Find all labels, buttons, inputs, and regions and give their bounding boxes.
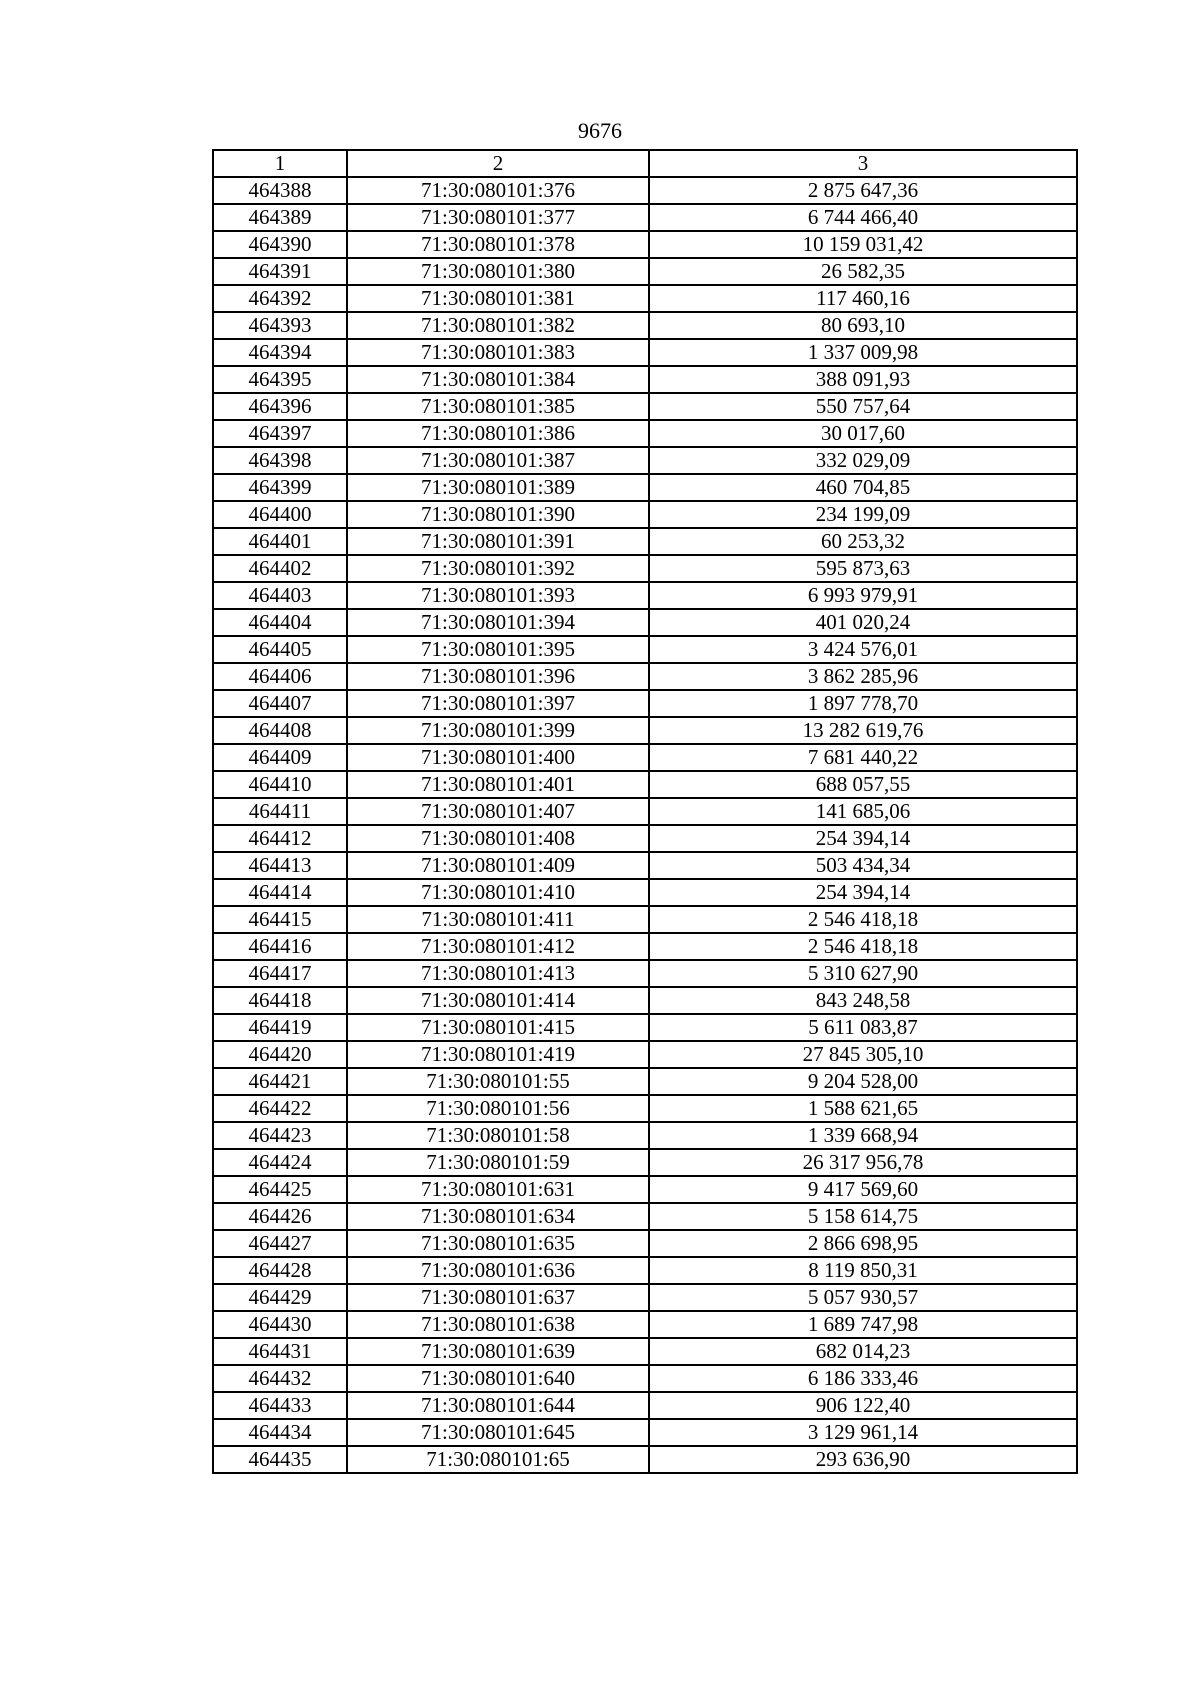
record-number-cell: 464388: [213, 177, 347, 204]
value-cell: 595 873,63: [649, 555, 1077, 582]
table-row: [213, 744, 1077, 771]
table-body: [213, 177, 1077, 1473]
table-row: [213, 933, 1077, 960]
cadastral-number-cell: 71:30:080101:377: [347, 204, 649, 231]
table-row: [213, 1203, 1077, 1230]
value-cell: 460 704,85: [649, 474, 1077, 501]
table-row: [213, 798, 1077, 825]
cadastral-number-cell: 71:30:080101:407: [347, 798, 649, 825]
value-cell: 10 159 031,42: [649, 231, 1077, 258]
cadastral-number-cell: 71:30:080101:639: [347, 1338, 649, 1365]
table-row: [213, 636, 1077, 663]
cadastral-number-cell: 71:30:080101:383: [347, 339, 649, 366]
record-number-cell: 464416: [213, 933, 347, 960]
table-row: [213, 582, 1077, 609]
table-row: [213, 177, 1077, 204]
table-row: [213, 960, 1077, 987]
value-cell: 2 546 418,18: [649, 906, 1077, 933]
record-number-cell: 464431: [213, 1338, 347, 1365]
record-number-cell: 464400: [213, 501, 347, 528]
value-cell: 688 057,55: [649, 771, 1077, 798]
value-cell: 388 091,93: [649, 366, 1077, 393]
record-number-cell: 464424: [213, 1149, 347, 1176]
record-number-cell: 464426: [213, 1203, 347, 1230]
column-header-3: 3: [649, 150, 1077, 177]
value-cell: 9 417 569,60: [649, 1176, 1077, 1203]
cadastral-number-cell: 71:30:080101:644: [347, 1392, 649, 1419]
table-row: [213, 1338, 1077, 1365]
table-row: [213, 1257, 1077, 1284]
value-cell: 503 434,34: [649, 852, 1077, 879]
value-cell: 550 757,64: [649, 393, 1077, 420]
cadastral-number-cell: 71:30:080101:378: [347, 231, 649, 258]
table-row: [213, 1392, 1077, 1419]
record-number-cell: 464433: [213, 1392, 347, 1419]
table-row: [213, 447, 1077, 474]
table-row: [213, 258, 1077, 285]
column-header-1: 1: [213, 150, 347, 177]
cadastral-number-cell: 71:30:080101:409: [347, 852, 649, 879]
table-row: [213, 528, 1077, 555]
cadastral-number-cell: 71:30:080101:635: [347, 1230, 649, 1257]
cadastral-number-cell: 71:30:080101:390: [347, 501, 649, 528]
value-cell: 30 017,60: [649, 420, 1077, 447]
cadastral-number-cell: 71:30:080101:401: [347, 771, 649, 798]
value-cell: 5 057 930,57: [649, 1284, 1077, 1311]
value-cell: 3 129 961,14: [649, 1419, 1077, 1446]
table-row: [213, 1176, 1077, 1203]
table-row: [213, 717, 1077, 744]
record-number-cell: 464430: [213, 1311, 347, 1338]
table-row: [213, 204, 1077, 231]
cadastral-number-cell: 71:30:080101:637: [347, 1284, 649, 1311]
value-cell: 1 897 778,70: [649, 690, 1077, 717]
table-row: [213, 366, 1077, 393]
table-row: [213, 987, 1077, 1014]
record-number-cell: 464410: [213, 771, 347, 798]
value-cell: 60 253,32: [649, 528, 1077, 555]
value-cell: 5 158 614,75: [649, 1203, 1077, 1230]
value-cell: 6 186 333,46: [649, 1365, 1077, 1392]
record-number-cell: 464389: [213, 204, 347, 231]
record-number-cell: 464419: [213, 1014, 347, 1041]
cadastral-number-cell: 71:30:080101:58: [347, 1122, 649, 1149]
table-row: [213, 1041, 1077, 1068]
value-cell: 5 310 627,90: [649, 960, 1077, 987]
record-number-cell: 464429: [213, 1284, 347, 1311]
cadastral-number-cell: 71:30:080101:389: [347, 474, 649, 501]
cadastral-number-cell: 71:30:080101:410: [347, 879, 649, 906]
cadastral-number-cell: 71:30:080101:65: [347, 1446, 649, 1473]
value-cell: 906 122,40: [649, 1392, 1077, 1419]
record-number-cell: 464399: [213, 474, 347, 501]
value-cell: 5 611 083,87: [649, 1014, 1077, 1041]
table-header-row: [213, 150, 1077, 177]
table-row: [213, 1284, 1077, 1311]
table-row: [213, 906, 1077, 933]
record-number-cell: 464411: [213, 798, 347, 825]
column-header-2: 2: [347, 150, 649, 177]
value-cell: 3 862 285,96: [649, 663, 1077, 690]
table-row: [213, 663, 1077, 690]
table-row: [213, 1068, 1077, 1095]
cadastral-number-cell: 71:30:080101:640: [347, 1365, 649, 1392]
cadastral-number-cell: 71:30:080101:393: [347, 582, 649, 609]
cadastral-number-cell: 71:30:080101:392: [347, 555, 649, 582]
table-row: [213, 1095, 1077, 1122]
value-cell: 843 248,58: [649, 987, 1077, 1014]
cadastral-number-cell: 71:30:080101:411: [347, 906, 649, 933]
table-row: [213, 1365, 1077, 1392]
cadastral-number-cell: 71:30:080101:397: [347, 690, 649, 717]
cadastral-number-cell: 71:30:080101:376: [347, 177, 649, 204]
value-cell: 27 845 305,10: [649, 1041, 1077, 1068]
cadastral-number-cell: 71:30:080101:634: [347, 1203, 649, 1230]
record-number-cell: 464405: [213, 636, 347, 663]
table-row: [213, 852, 1077, 879]
cadastral-number-cell: 71:30:080101:380: [347, 258, 649, 285]
value-cell: 141 685,06: [649, 798, 1077, 825]
record-number-cell: 464428: [213, 1257, 347, 1284]
record-number-cell: 464435: [213, 1446, 347, 1473]
record-number-cell: 464408: [213, 717, 347, 744]
value-cell: 3 424 576,01: [649, 636, 1077, 663]
table-row: [213, 1446, 1077, 1473]
value-cell: 6 744 466,40: [649, 204, 1077, 231]
record-number-cell: 464418: [213, 987, 347, 1014]
record-number-cell: 464434: [213, 1419, 347, 1446]
cadastral-number-cell: 71:30:080101:645: [347, 1419, 649, 1446]
table-row: [213, 609, 1077, 636]
table-row: [213, 1122, 1077, 1149]
record-number-cell: 464402: [213, 555, 347, 582]
record-number-cell: 464407: [213, 690, 347, 717]
cadastral-number-cell: 71:30:080101:386: [347, 420, 649, 447]
cadastral-number-cell: 71:30:080101:381: [347, 285, 649, 312]
record-number-cell: 464404: [213, 609, 347, 636]
cadastral-number-cell: 71:30:080101:415: [347, 1014, 649, 1041]
value-cell: 2 866 698,95: [649, 1230, 1077, 1257]
record-number-cell: 464432: [213, 1365, 347, 1392]
cadastral-number-cell: 71:30:080101:394: [347, 609, 649, 636]
record-number-cell: 464401: [213, 528, 347, 555]
value-cell: 8 119 850,31: [649, 1257, 1077, 1284]
cadastral-number-cell: 71:30:080101:400: [347, 744, 649, 771]
record-number-cell: 464417: [213, 960, 347, 987]
record-number-cell: 464421: [213, 1068, 347, 1095]
value-cell: 234 199,09: [649, 501, 1077, 528]
value-cell: 80 693,10: [649, 312, 1077, 339]
value-cell: 1 337 009,98: [649, 339, 1077, 366]
record-number-cell: 464409: [213, 744, 347, 771]
value-cell: 254 394,14: [649, 825, 1077, 852]
table-row: [213, 420, 1077, 447]
record-number-cell: 464392: [213, 285, 347, 312]
table-row: [213, 339, 1077, 366]
record-number-cell: 464422: [213, 1095, 347, 1122]
cadastral-number-cell: 71:30:080101:414: [347, 987, 649, 1014]
record-number-cell: 464413: [213, 852, 347, 879]
value-cell: 26 317 956,78: [649, 1149, 1077, 1176]
cadastral-number-cell: 71:30:080101:391: [347, 528, 649, 555]
cadastral-number-cell: 71:30:080101:636: [347, 1257, 649, 1284]
record-number-cell: 464396: [213, 393, 347, 420]
value-cell: 401 020,24: [649, 609, 1077, 636]
cadastral-number-cell: 71:30:080101:631: [347, 1176, 649, 1203]
value-cell: 2 875 647,36: [649, 177, 1077, 204]
cadastral-number-cell: 71:30:080101:385: [347, 393, 649, 420]
value-cell: 1 339 668,94: [649, 1122, 1077, 1149]
record-number-cell: 464397: [213, 420, 347, 447]
cadastral-number-cell: 71:30:080101:395: [347, 636, 649, 663]
table-row: [213, 501, 1077, 528]
value-cell: 1 588 621,65: [649, 1095, 1077, 1122]
table-row: [213, 393, 1077, 420]
table-row: [213, 1230, 1077, 1257]
cadastral-number-cell: 71:30:080101:419: [347, 1041, 649, 1068]
value-cell: 1 689 747,98: [649, 1311, 1077, 1338]
cadastral-number-cell: 71:30:080101:399: [347, 717, 649, 744]
table-row: [213, 555, 1077, 582]
value-cell: 6 993 979,91: [649, 582, 1077, 609]
table-row: [213, 879, 1077, 906]
value-cell: 2 546 418,18: [649, 933, 1077, 960]
record-number-cell: 464423: [213, 1122, 347, 1149]
table-row: [213, 1149, 1077, 1176]
table-row: [213, 771, 1077, 798]
record-number-cell: 464390: [213, 231, 347, 258]
page-number: 9676: [578, 118, 622, 143]
table-row: [213, 1419, 1077, 1446]
table-row: [213, 231, 1077, 258]
value-cell: 26 582,35: [649, 258, 1077, 285]
record-number-cell: 464406: [213, 663, 347, 690]
table-row: [213, 825, 1077, 852]
record-number-cell: 464394: [213, 339, 347, 366]
cadastral-number-cell: 71:30:080101:384: [347, 366, 649, 393]
cadastral-number-cell: 71:30:080101:413: [347, 960, 649, 987]
table-row: [213, 1311, 1077, 1338]
value-cell: 293 636,90: [649, 1446, 1077, 1473]
cadastral-number-cell: 71:30:080101:408: [347, 825, 649, 852]
cadastral-number-cell: 71:30:080101:55: [347, 1068, 649, 1095]
record-number-cell: 464427: [213, 1230, 347, 1257]
record-number-cell: 464395: [213, 366, 347, 393]
value-cell: 117 460,16: [649, 285, 1077, 312]
table-row: [213, 285, 1077, 312]
value-cell: 332 029,09: [649, 447, 1077, 474]
table-row: [213, 312, 1077, 339]
record-number-cell: 464415: [213, 906, 347, 933]
value-cell: 682 014,23: [649, 1338, 1077, 1365]
record-number-cell: 464391: [213, 258, 347, 285]
record-number-cell: 464414: [213, 879, 347, 906]
cadastral-number-cell: 71:30:080101:56: [347, 1095, 649, 1122]
record-number-cell: 464403: [213, 582, 347, 609]
value-cell: 254 394,14: [649, 879, 1077, 906]
table-row: [213, 1014, 1077, 1041]
record-number-cell: 464425: [213, 1176, 347, 1203]
cadastral-number-cell: 71:30:080101:412: [347, 933, 649, 960]
record-number-cell: 464393: [213, 312, 347, 339]
table-header: [213, 150, 1077, 177]
data-table: [212, 149, 1078, 1474]
value-cell: 9 204 528,00: [649, 1068, 1077, 1095]
table-row: [213, 690, 1077, 717]
record-number-cell: 464412: [213, 825, 347, 852]
value-cell: 7 681 440,22: [649, 744, 1077, 771]
record-number-cell: 464420: [213, 1041, 347, 1068]
cadastral-number-cell: 71:30:080101:396: [347, 663, 649, 690]
value-cell: 13 282 619,76: [649, 717, 1077, 744]
cadastral-number-cell: 71:30:080101:387: [347, 447, 649, 474]
record-number-cell: 464398: [213, 447, 347, 474]
cadastral-number-cell: 71:30:080101:382: [347, 312, 649, 339]
cadastral-number-cell: 71:30:080101:59: [347, 1149, 649, 1176]
table-row: [213, 474, 1077, 501]
cadastral-number-cell: 71:30:080101:638: [347, 1311, 649, 1338]
